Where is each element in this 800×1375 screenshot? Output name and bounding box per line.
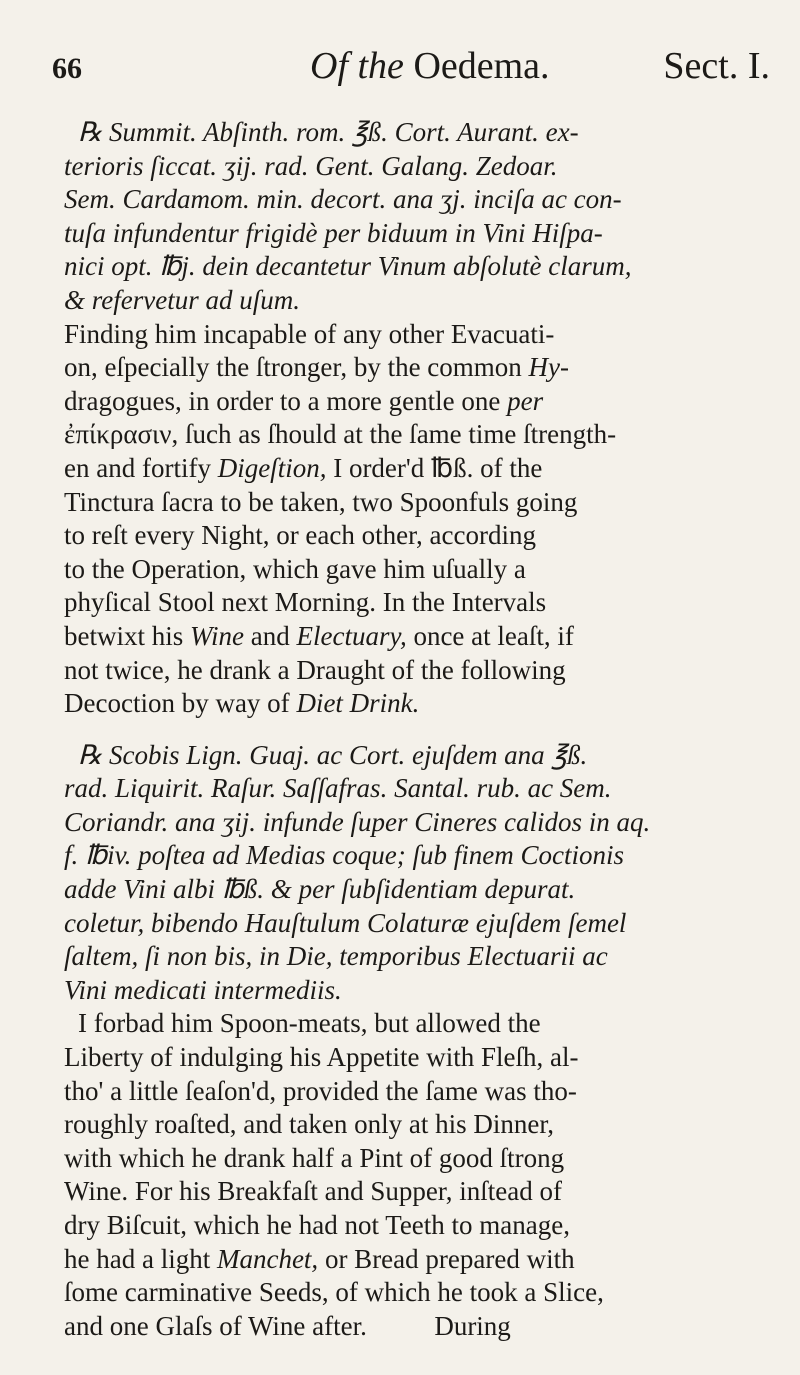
text-line: not twice, he drank a Draught of the following bbox=[64, 654, 566, 685]
text-span: and bbox=[244, 620, 297, 651]
text-line: tho' a little ſeaſon'd, provided the ſame was tho- bbox=[64, 1075, 577, 1106]
recipe-line: ℞ Summit. Abſinth. rom. ℥ß. Cort. Aurant. ex- bbox=[78, 117, 579, 147]
text-line bbox=[64, 687, 776, 721]
text-line: and one Glaſs of Wine after. During bbox=[64, 1310, 511, 1341]
text-line bbox=[64, 452, 776, 486]
text-line: I forbad him Spoon-meats, but allowed the bbox=[78, 1008, 541, 1039]
recipe-line: adde Vini albi ℔ß. & per ſubſidentiam depurat. bbox=[64, 874, 576, 905]
recipe-line: Sem. Cardamom. min. decort. ana ʒj. inciſa ac con- bbox=[64, 184, 622, 215]
italic-span: Diet Drink. bbox=[296, 688, 420, 719]
text-line bbox=[64, 1243, 776, 1277]
text-line: ſome carminative Seeds, of which he took a Slice, bbox=[64, 1277, 604, 1308]
text-line: dry Biſcuit, which he had not Teeth to manage, bbox=[64, 1210, 570, 1240]
text-span: or Bread prepared with bbox=[318, 1243, 575, 1274]
text-line: ἐπίκρασιν, ſuch as ſhould at the ſame time ſtrength- bbox=[64, 419, 617, 450]
italic-span: Digeſtion, bbox=[217, 452, 327, 483]
page-header bbox=[52, 44, 770, 100]
page-number: 66 bbox=[52, 52, 82, 85]
text-span: en and fortify bbox=[64, 452, 211, 483]
text-line: to the Operation, which gave him uſually a bbox=[64, 553, 526, 584]
recipe-line: f. ℔iv. poſtea ad Medias coque; ſub finem Coctionis bbox=[64, 840, 624, 871]
text-span: once at leaſt, if bbox=[406, 620, 574, 651]
recipe-line: ſaltem, ſi non bis, in Die, temporibus Electuarii ac bbox=[64, 941, 608, 972]
recipe-line: rad. Liquirit. Raſur. Saſſafras. Santal. rub. ac Sem. bbox=[64, 773, 612, 804]
section-label: Sect. I. bbox=[663, 45, 770, 87]
italic-span: per bbox=[507, 385, 544, 416]
recipe-line: Vini medicati intermediis. bbox=[64, 974, 342, 1005]
italic-span: Electuary, bbox=[296, 620, 407, 651]
spacer bbox=[64, 721, 776, 739]
recipe-line: ℞ Scobis Lign. Guaj. ac Cort. ejuſdem ana ℥ß. bbox=[78, 739, 588, 770]
text-span: on, eſpecially the ſtronger, by the common bbox=[64, 352, 522, 383]
text-span: Decoction by way of bbox=[64, 688, 290, 719]
text-line bbox=[64, 385, 776, 419]
text-line: roughly roaſted, and taken only at his Dinner, bbox=[64, 1109, 555, 1140]
text-span: I order'd ℔ß. of the bbox=[326, 452, 543, 483]
recipe-line: tuſa infundentur frigidè per biduum in Vini Hiſpa- bbox=[64, 217, 603, 248]
italic-span: Manchet, bbox=[216, 1243, 319, 1274]
text-line: to reſt every Night, or each other, according bbox=[64, 520, 536, 551]
recipe-line: terioris ſiccat. ʒij. rad. Gent. Galang. Zedoar. bbox=[64, 150, 558, 181]
recipe-line: nici opt. ℔j. dein decantetur Vinum abſolutè clarum, bbox=[64, 251, 632, 282]
italic-span: Wine bbox=[190, 620, 244, 651]
running-title bbox=[310, 44, 550, 88]
text-line: Liberty of indulging his Appetite with Fleſh, al- bbox=[64, 1042, 579, 1073]
text-line: Finding him incapable of any other Evacuati- bbox=[64, 318, 555, 349]
recipe-line: Coriandr. ana ʒij. infunde ſuper Cineres calidos in aq. bbox=[64, 806, 651, 837]
text-line bbox=[64, 351, 776, 385]
text-line: Wine. For his Breakfaſt and Supper, inſtead of bbox=[64, 1176, 562, 1207]
running-title-roman: Oedema. bbox=[413, 45, 550, 87]
text-span: betwixt his bbox=[64, 620, 184, 651]
text-span: he had a light bbox=[64, 1243, 211, 1274]
italic-span: Hy- bbox=[528, 352, 570, 383]
text-line bbox=[64, 620, 776, 654]
text-line: phyſical Stool next Morning. In the Intervals bbox=[64, 587, 547, 618]
text-span: dragogues, in order to a more gentle one bbox=[64, 385, 501, 416]
text-line: Tinctura ſacra to be taken, two Spoonfuls going bbox=[64, 486, 578, 517]
running-title-italic: Of the bbox=[310, 45, 404, 87]
recipe-line: coletur, bibendo Hauſtulum Colaturæ ejuſdem ſemel bbox=[64, 907, 627, 938]
recipe-line: & refervetur ad uſum. bbox=[64, 284, 300, 315]
text-line: with which he drank half a Pint of good ſtrong bbox=[64, 1142, 565, 1173]
page-body bbox=[64, 116, 776, 1343]
